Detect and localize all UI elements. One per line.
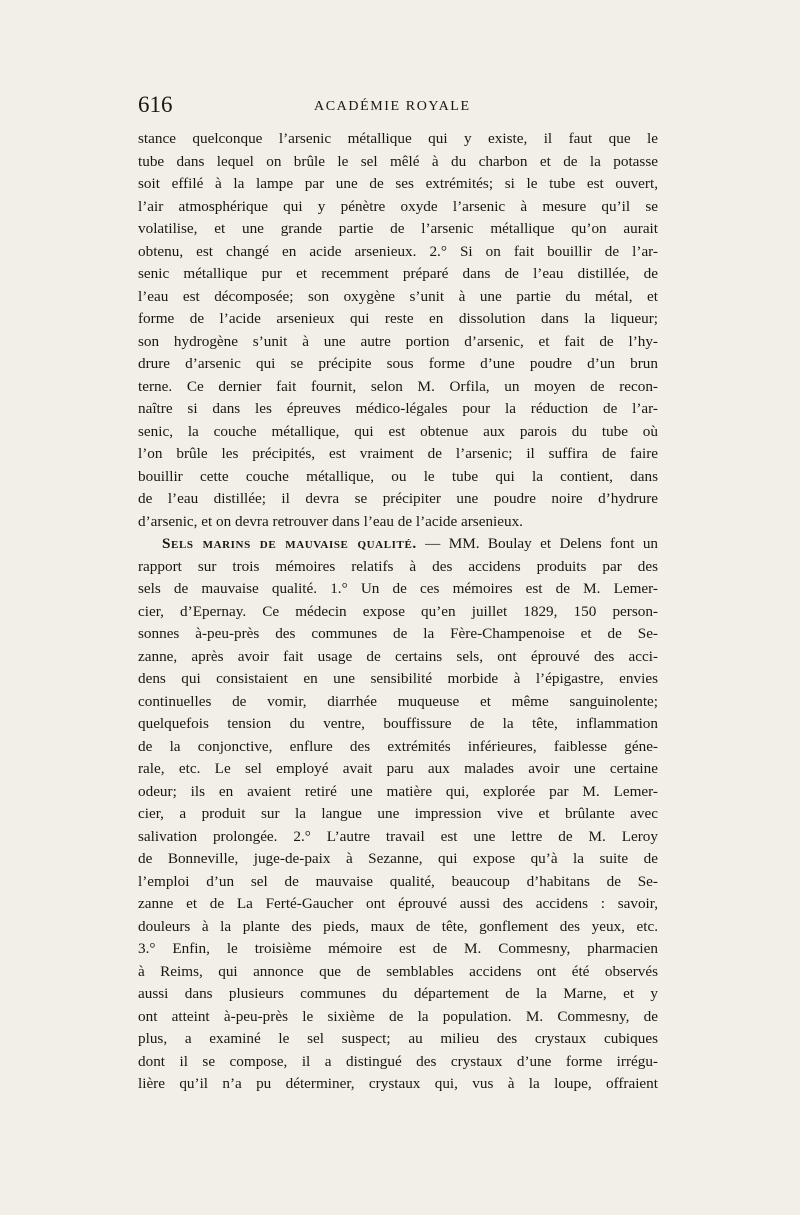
text-line: drure d’arsenic qui se précipite sous forme d’une poudre d’un brun [138,355,658,372]
text-line: de la conjonctive, enflure des extrémités inférieures, faiblesse géne- [138,737,658,755]
text-line: senic, la couche métallique, qui est obtenue aux parois du tube où [138,422,658,440]
text-line: l’eau est décomposée; son oxygène s’unit à une partie du métal, et [138,287,658,305]
text-line: son hydrogène s’unit à une autre portion d’arsenic, et fait de l’hy- [138,332,658,350]
text-line: à Reims, qui annonce que de semblables accidens ont été observés [138,962,658,980]
text-line: dens qui consistaient en une sensibilité morbide à l’épigastre, envies [138,670,658,687]
text-line: tube dans lequel on brûle le sel mêlé à du charbon et de la potasse [138,152,658,170]
text-line: dont il se compose, il a distingué des crystaux d’une forme irrégu- [138,1052,658,1070]
text-line: plus, a examiné le sel suspect; au milieu des crystaux cubiques [138,1030,658,1047]
text-line: lière qu’il n’a pu déterminer, crystaux qui, vus à la loupe, offraient [138,1075,658,1092]
text-line: de Bonneville, juge-de-paix à Sezanne, qui expose qu’à la suite de [138,850,658,867]
text-line: cier, a produit sur la langue une impression vive et brûlante avec [138,805,658,822]
text-line: d’arsenic, et on devra retrouver dans l’eau de l’acide arsenieux. [138,512,523,530]
text-line: rapport sur trois mémoires relatifs à des accidens produits par des [138,557,658,575]
text-line: salivation prolongée. 2.° L’autre travail est une lettre de M. Leroy [138,827,658,845]
text-line: sonnes à-peu-près des communes de la Fère-Champenoise et de Se- [138,625,658,642]
text-line: rale, etc. Le sel employé avait paru aux malades avoir une certaine [138,760,658,777]
text-line: aussi dans plusieurs communes du département de la Marne, et y [138,985,658,1002]
running-head [138,92,658,122]
text-line: stance quelconque l’arsenic métallique qui y existe, il faut que le [138,130,658,147]
text-line: quelquefois tension du ventre, bouffissure de la tête, inflammation [138,715,658,732]
text-line: terne. Ce dernier fait fournit, selon M. Orfila, un moyen de recon- [138,377,658,395]
text-line: sels de mauvaise qualité. 1.° Un de ces mémoires est de M. Lemer- [138,580,658,597]
text-line: 3.° Enfin, le troisième mémoire est de M. Commesny, pharmacien [138,940,658,957]
text-line: forme de l’acide arsenieux qui reste en dissolution dans la liqueur; [138,310,658,327]
text-line: l’emploi d’un sel de mauvaise qualité, beaucoup d’habitans de Se- [138,872,658,890]
text-line: zanne et de La Ferté-Gaucher ont éprouvé aussi des accidens : savoir, [138,895,658,912]
section-heading: Sels marins de mauvaise qualité. [162,535,417,552]
text-line: l’air atmosphérique qui y pénètre oxyde l’arsenic à mesure qu’il se [138,197,658,215]
text-line: odeur; ils en avaient retiré une matière qui, explorée par M. Lemer- [138,782,658,800]
section-first-line-text: — MM. Boulay et Delens font un [425,535,659,552]
text-line: zanne, après avoir fait usage de certains sels, ont éprouvé des acci- [138,647,658,665]
text-line: cier, d’Epernay. Ce médecin expose qu’en juillet 1829, 150 person- [138,602,658,620]
text-line: douleurs à la plante des pieds, maux de tête, gonflement des yeux, etc. [138,917,658,935]
text-line: continuelles de vomir, diarrhée muqueuse et même sanguinolente; [138,692,658,710]
section-first-line [138,533,658,556]
text-line: volatilise, et une grande partie de l’arsenic métallique qu’on aurait [138,220,658,237]
text-line: ont atteint à-peu-près le sixième de la population. M. Commesny, de [138,1007,658,1025]
text-line: bouillir cette couche métallique, ou le tube qui la contient, dans [138,467,658,485]
page-number: 616 [138,92,173,117]
text-line: l’on brûle les précipités, est vraiment de l’arsenic; il suffira de faire [138,445,658,462]
text-line: senic métallique pur et recemment préparé dans de l’eau distillée, de [138,265,658,282]
text-line: soit effilé à la lampe par une de ses extrémités; si le tube est ouvert, [138,175,658,192]
text-line: naître si dans les épreuves médico-légales pour la réduction de l’ar- [138,400,658,417]
body-text [138,128,658,1096]
running-head-title: ACADÉMIE ROYALE [314,99,471,114]
text-line: de l’eau distillée; il devra se précipiter une poudre noire d’hydrure [138,490,658,507]
text-line: obtenu, est changé en acide arsenieux. 2.° Si on fait bouillir de l’ar- [138,242,658,260]
